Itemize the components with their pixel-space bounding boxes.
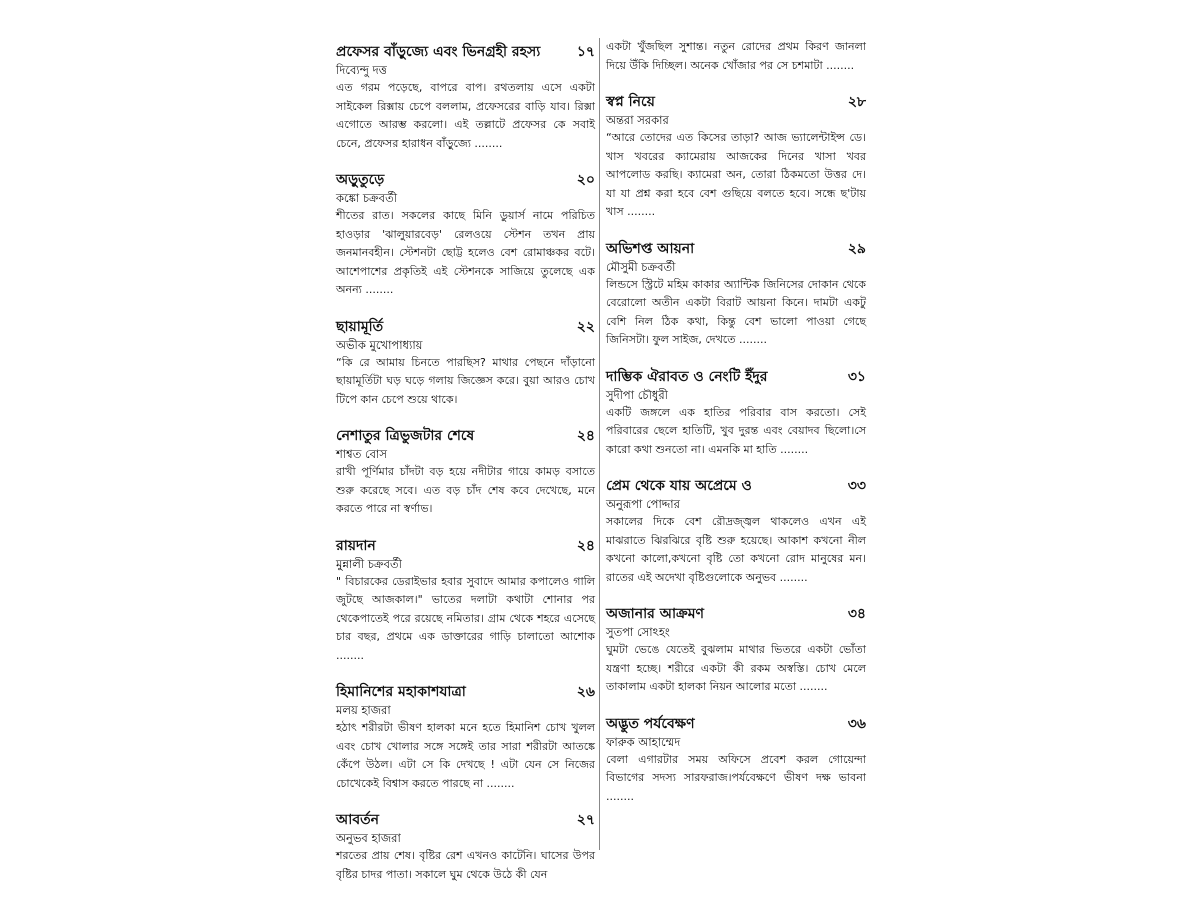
toc-entry [606, 92, 866, 222]
entry-title: অভিশপ্ত আয়না [606, 240, 695, 257]
entry-author: সুতপা সোঽহং [606, 625, 670, 639]
entry-header [336, 536, 595, 556]
entry-header [606, 367, 866, 387]
entry-header [606, 239, 866, 259]
entry-author: অভীক মুখোপাধ্যায় [336, 337, 423, 352]
entry-header [336, 682, 595, 702]
right-column [606, 38, 866, 823]
toc-entry [336, 426, 595, 519]
entry-author: অন্তরা সরকার [606, 113, 669, 127]
entry-header [336, 810, 595, 830]
left-column [336, 38, 595, 901]
entry-header [606, 92, 866, 112]
toc-entry [336, 536, 595, 666]
entry-title: অড়ুতুড়ে [336, 172, 385, 188]
entry-excerpt: শীতের রাত। সকলের কাছে মিনি ডুয়ার্স নামে পরিচিত হাওড়ার 'ঝালুয়ারবেড়' রেলওয়ে স্টেশন তখন প্রায় জনমানবহীন। স্টেশনটা ছোট্ট হলেও বেশ রোমাঞ্চকর বটে। আশেপাশের প্রকৃতিই এই স্টেশনকে সাজিয়ে তুলেছে এক অনন্য ........ [336, 209, 595, 296]
entry-title: প্রফেসর বাঁড়ুজ্যে এবং ভিনগ্রহী রহস্য [336, 44, 541, 60]
entry-header [336, 170, 595, 190]
entry-page-number: ২৪ [576, 537, 595, 554]
entry-page-number: ৩৪ [847, 606, 866, 622]
entry-author: সুদীপা চৌধুরী [606, 387, 668, 402]
entry-excerpt: “কি রে আমায় চিনতে পারছিস? মাথার পেছনে দাঁড়ানো ছায়ামূর্তিটা ঘড় ঘড়ে গলায় জিজ্ঞেস করে। বুয়া আরও চোখ টিপে কান চেপে শুয়ে থাকে। [336, 355, 595, 406]
entry-excerpt: একটি জঙ্গলে এক হাতির পরিবার বাস করতো। সেই পরিবারের ছেলে হাতিটি, খুব দুরন্ত এবং বেয়াদব ছিলো।সে কারো কথা শুনতো না। এমনকি মা হাতি ........ [606, 405, 866, 456]
entry-excerpt: শরতের প্রায় শেষ। বৃষ্টির রেশ এখনও কাটেনি। ঘাসের উপর বৃষ্টির চাদর পাতা। সকালে ঘুম থেকে উঠে কী যেন [336, 849, 595, 881]
entry-excerpt: ঘুমটা ভেঙে যেতেই বুঝলাম মাথার ভিতরে একটা ভোঁতা যন্ত্রণা হচ্ছে। শরীরে একটা কী রকম অস্বস্তি। চোখ মেলে তাকালাম একটা হালকা নিয়ন আলোর মতো ........ [606, 643, 866, 693]
entry-title: অদ্ভুত পর্যবেক্ষণ [606, 715, 695, 732]
entry-header [336, 42, 595, 62]
entry-title: হিমানিশের মহাকাশযাত্রা [336, 684, 466, 700]
entry-author: মলয় হাজরা [336, 703, 391, 717]
entry-title: অজানার আক্রমণ [606, 606, 704, 622]
entry-author: অনুরূপা পোদ্দার [606, 497, 680, 511]
entry-excerpt: বেলা এগারটার সময় অফিসে প্রবেশ করল গোয়েন্দা বিভাগের সদস্য সারফরাজ।পর্যবেক্ষণে ভীষণ দক্ষ ভাবনা ........ [606, 752, 866, 803]
entry-title: স্বপ্ন নিয়ে [606, 94, 655, 110]
entry-header [336, 317, 595, 337]
entry-excerpt: সকালের দিকে বেশ রৌদ্রজ্জ্বল থাকলেও এখন এই মাঝরাতে ঝিরঝিরে বৃষ্টি শুরু হয়েছে। আকাশ কখনো নীল কখনো কালো,কখনো বৃষ্টি তো কখনো রোদ মানুষের মন। রাতের এই অদেখা বৃষ্টিগুলোকে অনুভব ........ [606, 515, 866, 584]
entry-excerpt: লিন্ডসে স্ট্রিটে মহিম কাকার অ্যান্টিক জিনিসের দোকান থেকে বেরোলো অতীন একটা বিরাট আয়না কিনে। দামটা একটু বেশি নিল ঠিক কথা, কিন্তু বেশ ভালো পাওয়া গেছে জিনিসটা। ফুল সাইজ, দেখতে ........ [606, 277, 866, 346]
entry-header [336, 426, 595, 446]
entry-page-number: ২৬ [576, 684, 595, 700]
entry-author: মৌসুমী চক্রবর্তী [606, 259, 676, 274]
entry-page-number: ২০ [576, 172, 595, 188]
entry-header [606, 604, 866, 624]
entry-excerpt: এত গরম পড়েছে, বাপরে বাপ। রথতলায় এসে একটা সাইকেল রিক্সায় চেপে বললাম, প্রফেসরের বাড়ি যাব। রিক্সা এগোতে আরম্ভ করলো। এই তল্লাটে প্রফেসর কে সবাই চেনে, প্রফেসর হারাধন বাঁড়ুজ্যে ........ [336, 81, 595, 150]
toc-entry [336, 682, 595, 793]
entry-page-number: ৩১ [847, 368, 866, 385]
entry-author: কঙ্কো চক্রবর্তী [336, 191, 397, 205]
entry-title: রায়দান [336, 537, 376, 554]
continued-excerpt: একটা খুঁজছিল সুশান্ত। নতুন রোদের প্রথম কিরণ জানলা দিয়ে উঁকি দিচ্ছিল। অনেক খোঁজার পর সে চশমাটা ........ [606, 40, 866, 72]
entry-title: প্রেম থেকে যায় অপ্রেমে ও [606, 478, 752, 494]
entry-page-number: ৩৩ [847, 478, 866, 494]
entry-page-number: ২৯ [847, 240, 866, 257]
entry-title: দাম্ভিক ঐরাবত ও নেংটি ইঁদুর [606, 368, 768, 385]
entry-author: ফারুক আহাম্মেদ [606, 734, 681, 749]
entry-excerpt: হঠাৎ শরীরটা ভীষণ হালকা মনে হতে হিমানিশ চোখ খুলল এবং চোখ খোলার সঙ্গে সঙ্গেই তার সারা শরীরটা আতঙ্কে কেঁপে উঠল। এটা সে কি দেখছে ! এটা যেন সে নিজের চোখেকেই বিশ্বাস করতে পারছে না ........ [336, 721, 595, 790]
entry-page-number: ২৮ [847, 94, 866, 110]
entry-page-number: ২২ [576, 318, 595, 335]
entry-title: নেশাতুর ত্রিভুজটার শেষে [336, 428, 475, 444]
entry-page-number: ১৭ [576, 44, 595, 60]
entry-author: দিব্যেন্দু দত্ত [336, 63, 387, 77]
toc-entry [606, 367, 866, 460]
entry-page-number: ২৭ [576, 812, 595, 828]
entry-excerpt: রাখী পূর্ণিমার চাঁদটা বড় হয়ে নদীটার গায়ে কামড় বসাতে শুরু করেছে সবে। এত বড় চাঁদ শেষ কবে দেখেছে, মনে করতে পারে না স্বর্ণাভ। [336, 465, 595, 515]
entry-author: অনুভব হাজরা [336, 831, 401, 845]
entry-author: শাশ্বত বোস [336, 447, 387, 461]
entry-page-number: ২৪ [576, 428, 595, 444]
toc-entry [336, 170, 595, 300]
entry-excerpt: " বিচারকের ডেরাইভার হবার সুবাদে আমার কপালেও গালি জুটছে আজকাল।" ভাতের দলাটা কথাটা শোনার পর থেকেপাতেই পরে রয়েছে নমিতার। গ্রাম থেকে শহরে এসেছে চার বছর, প্রথমে এক ডাক্তারের গাড়ি চালাতো আশোক ........ [336, 574, 595, 662]
entry-author: মুন্নালী চক্রবর্তী [336, 556, 402, 571]
entry-title: ছায়ামূর্তি [336, 318, 384, 335]
column-divider [599, 38, 600, 850]
toc-entry [336, 317, 595, 410]
entry-header [606, 714, 866, 734]
entry-title: আবর্তন [336, 812, 379, 828]
toc-entry [606, 604, 866, 697]
toc-entry [606, 476, 866, 587]
toc-entry [606, 714, 866, 807]
toc-entry [336, 42, 595, 153]
entry-page-number: ৩৬ [847, 715, 866, 732]
toc-entry [606, 239, 866, 350]
entry-excerpt: “আরে তোদের এত কিসের তাড়া? আজ ভ্যালেন্টাইন্স ডে।খাস খবরের ক্যামেরায় আজকের দিনের খাসা খবর আপলোড করছি। ক্যামেরা অন, তোরা ঠিকমতো উত্তর দে। যা যা প্রশ্ন করা হবে বেশ গুছিয়ে বলতে হবে। সন্ধে ছ'টায় খাস ........ [606, 131, 866, 218]
toc-entry [336, 810, 595, 884]
entry-header [606, 476, 866, 496]
